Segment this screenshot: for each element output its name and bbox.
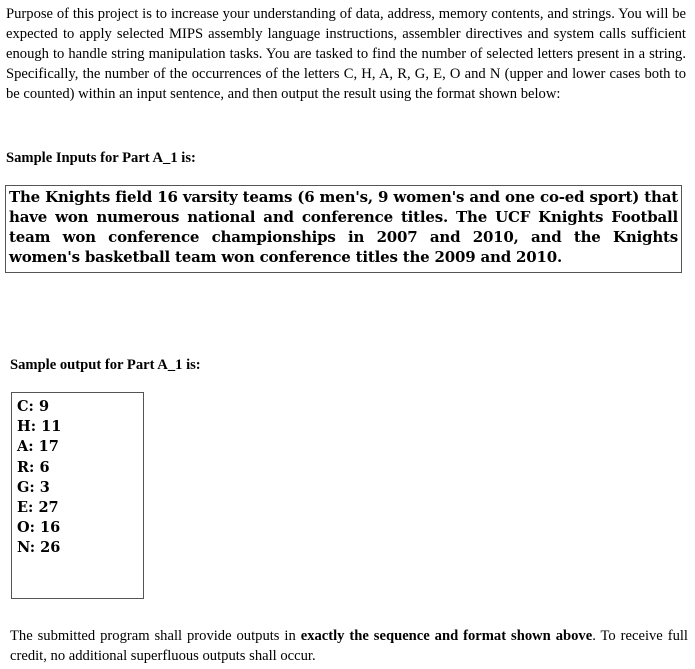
output-line-h: H: 11 xyxy=(17,418,62,436)
closing-text-before: The submitted program shall provide outputs in xyxy=(10,628,301,644)
sample-output-box xyxy=(11,392,144,599)
closing-paragraph xyxy=(10,626,688,666)
output-line-c: C: 9 xyxy=(17,398,50,415)
sample-input-box xyxy=(5,185,682,273)
closing-text-emphasis: exactly the sequence and format shown above xyxy=(300,628,593,644)
output-line-e: E: 27 xyxy=(17,499,59,517)
output-line-o: O: 16 xyxy=(17,519,61,537)
sample-input-text: The Knights field 16 varsity teams (6 men's, 9 women's and one co-ed sport) that have won numerous national and conference titles. The UCF Knights Football team won conference championships in 2007 and 2010, and the Knights women's basketball team won conference titles the 2009 and 2010. xyxy=(9,188,678,266)
closing-text-after: . To receive full credit, no additional superfluous outputs shall occur. xyxy=(10,628,688,664)
output-line-g: G: 3 xyxy=(17,478,50,496)
intro-paragraph: Purpose of this project is to increase your understanding of data, address, memory contents, and strings. You will be expected to apply selected MIPS assembly language instructions, assembler directives and system calls sufficient enough to handle string manipulation tasks. You are tasked to find the number of selected letters present in a string. Specifically, the number of the occurrences of the letters C, H, A, R, G, E, O and N (upper and lower cases both to be counted) within an input sentence, and then output the result using the format shown below: xyxy=(6,6,686,102)
output-line-r: R: 6 xyxy=(17,458,50,476)
sample-output-heading: Sample output for Part A_1 is: xyxy=(10,357,201,373)
output-line-n: N: 26 xyxy=(17,539,61,557)
sample-input-heading: Sample Inputs for Part A_1 is: xyxy=(6,150,196,166)
output-line-a: A: 17 xyxy=(17,438,59,456)
